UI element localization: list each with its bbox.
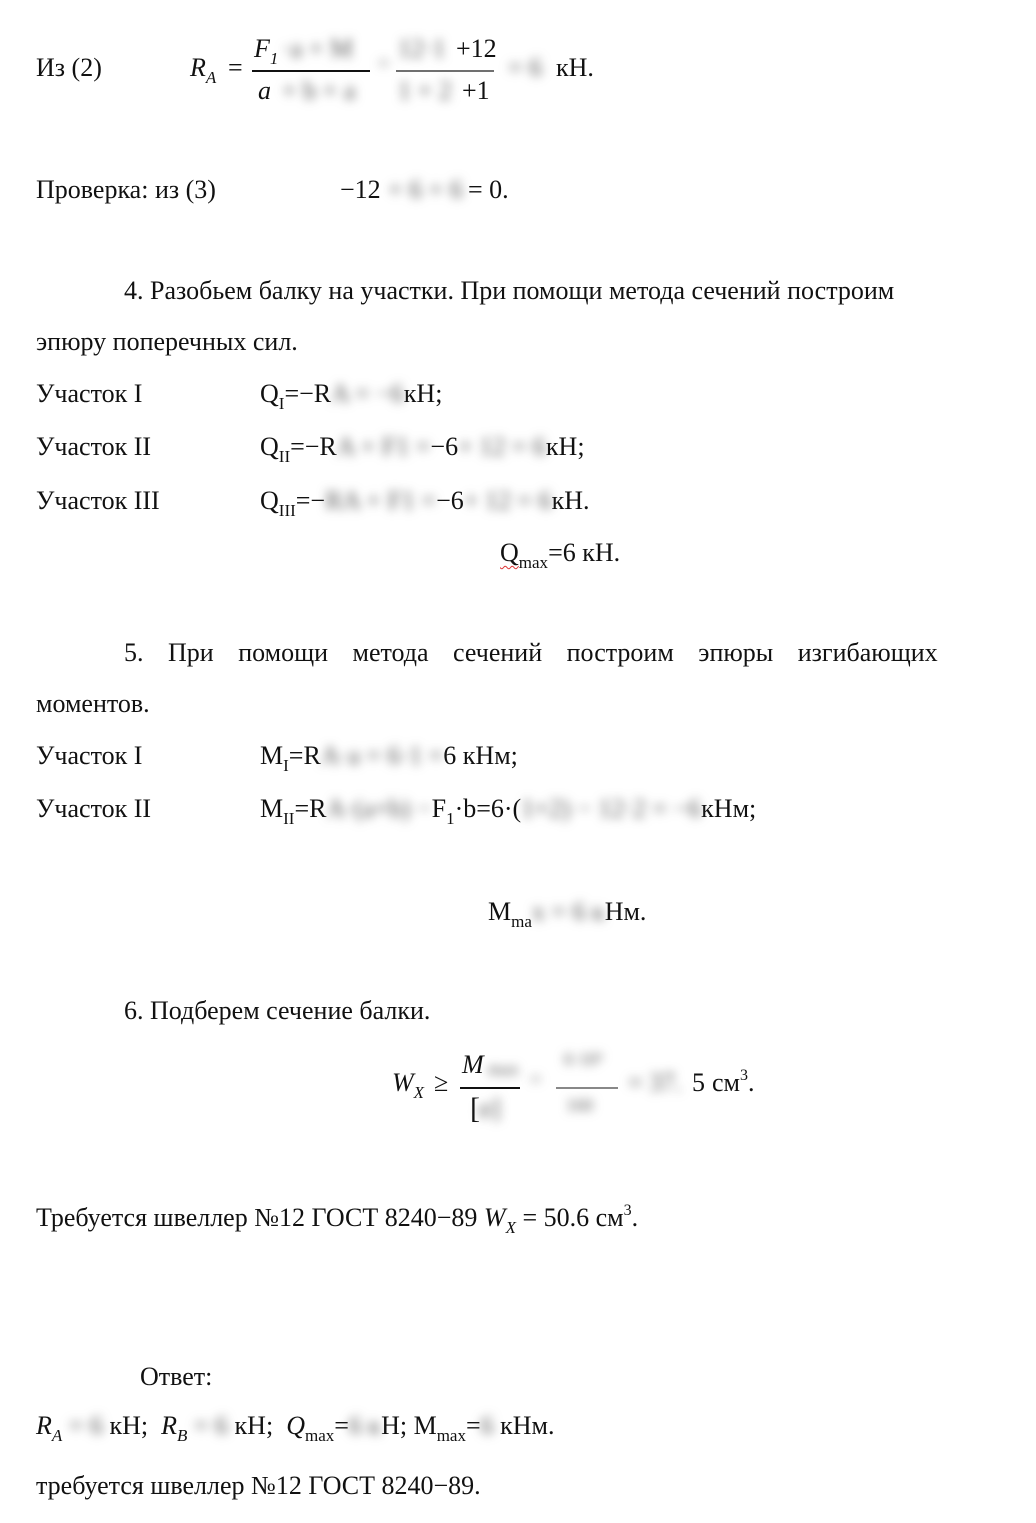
p4-line2: эпюру поперечных сил.: [36, 327, 298, 356]
ra-unit: кН.: [556, 53, 594, 82]
qmax: $Q_{max}=6$ кН.: [500, 538, 621, 572]
m-row-2-expr: $M_{II}=RA\cdot(a+b) -F_1\cdot b=6\cdot(1+2) - 12\cdot 2 = -6кНм$;: [260, 794, 757, 828]
ra-symbol: $R_A$: [190, 53, 217, 87]
check-blur: + 6 + 6: [388, 175, 463, 204]
frac-num-f: $F_1$: [254, 34, 279, 68]
frac2-num: +12: [456, 34, 497, 63]
p5-line2: моментов.: [36, 689, 150, 718]
line1-prefix: Из (2): [36, 53, 102, 82]
frac-den-a: a: [258, 76, 271, 105]
q-row-3-label: Участок III: [36, 486, 160, 515]
answer-line: $R_A = 6$ кН; $R_B = 6$ кН; $Q_{max}=6$ кН; $M_{max}=6$ кНм.: [36, 1411, 555, 1445]
m-row-1-expr: $M_I=RA\cdot a = 6\cdot 1 =6$ кНм;: [260, 741, 518, 775]
answer-title: Ответ:: [140, 1362, 213, 1391]
mid-frac-den: 1 + 2: [398, 76, 452, 105]
wx-den-blur: σ]: [478, 1094, 501, 1123]
check-label: Проверка: из (3): [36, 175, 216, 204]
q-row-2-expr: $Q_{II}=-RA + F1 =-6+ 12 = 6кН$;: [260, 432, 585, 466]
q-row-2-label: Участок II: [36, 432, 152, 461]
required-line: Требуется швеллер №12 ГОСТ 8240−89 $W_X = 50.6$ $см^3$.: [36, 1202, 639, 1237]
wx-rhs-blur: = 37.: [628, 1068, 682, 1097]
wx-rhs-den: 160: [566, 1095, 593, 1115]
frac2-den: +1: [462, 76, 490, 105]
p4-line1: 4. Разобьем балку на участки. При помощи метода сечений построим: [124, 276, 895, 305]
check-end: = 0.: [468, 175, 509, 204]
frac-num-blur: ·a + M: [282, 34, 353, 63]
check-start: −12: [340, 175, 381, 204]
eq-sign: =: [228, 53, 243, 82]
wx-tail: 5: [692, 1068, 705, 1097]
mid-frac-num: 12·1: [398, 34, 446, 63]
wx-ge: ≥: [434, 1068, 449, 1097]
wx-unit: $см^3$.: [712, 1067, 755, 1097]
q-row-1-expr: $Q_I=-RA = -6кН$;: [260, 379, 443, 413]
wx-num-blur: max: [488, 1059, 519, 1079]
answer-last: требуется швеллер №12 ГОСТ 8240−89.: [36, 1471, 481, 1500]
wx-fraction: M max [ σ] = 6·10³ 160 = 37.: [462, 1049, 682, 1125]
p5-line1: 5. При помощи метода сечений построим эпюры изгибающих: [124, 638, 938, 667]
wx-symbol: $W_X$: [392, 1068, 425, 1102]
m-row-2-label: Участок II: [36, 794, 152, 823]
q-row-1-label: Участок I: [36, 379, 143, 408]
frac-den-blur: + b + a: [282, 76, 356, 105]
q-row-3-expr: $Q_{III}=-RA + F1 =-6+ 12 = 6кН$.: [260, 486, 590, 520]
wx-rhs-num: 6·10³: [564, 1049, 603, 1069]
wx-num-m: M: [462, 1050, 484, 1079]
ra-fraction: $F_1$ ·a + M a + b + a = 12·1 1 + 2 +12 +1: [254, 34, 497, 105]
p6-title: 6. Подберем сечение балки.: [124, 996, 431, 1025]
m-row-1-label: Участок I: [36, 741, 143, 770]
mmax: $M_{ma}x = 6$ кНм.: [488, 897, 647, 931]
wx-den-bracket: [: [470, 1092, 480, 1125]
ra-result-blur: = 6: [508, 53, 543, 82]
